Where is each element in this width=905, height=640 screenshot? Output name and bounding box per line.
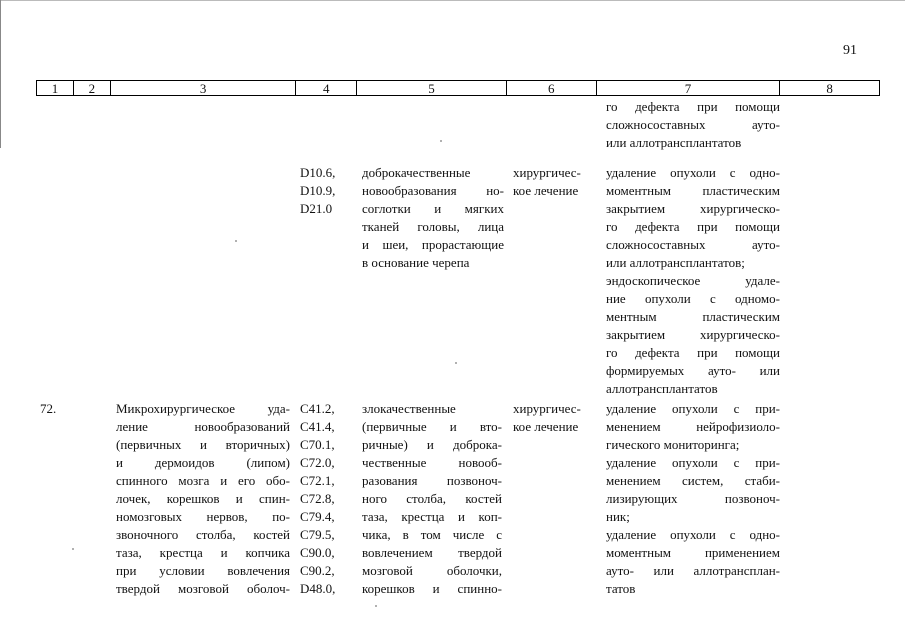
scan-top-edge (0, 0, 905, 1)
text-line: менением систем, стаби- (606, 473, 780, 488)
text-line: аллотрансплантатов (606, 381, 718, 396)
text-line: ного столба, костей (362, 491, 502, 506)
text-line: закрытием хирургическо- (606, 201, 780, 216)
text-line: го дефекта при помощи (606, 219, 780, 234)
icd-code: C79.5, (300, 527, 335, 542)
continued-method-cell (606, 98, 780, 152)
header-col-6: 6 (507, 81, 597, 95)
header-col-3: 3 (111, 81, 297, 95)
text-line: чественные новооб- (362, 455, 502, 470)
icd-codes-cell (300, 164, 350, 218)
diagnosis-cell (362, 164, 504, 272)
header-col-2: 2 (74, 81, 111, 95)
text-line: ление новообразований (116, 419, 290, 434)
header-col-8: 8 (826, 81, 833, 96)
text-line: спинного мозга и его обо- (116, 473, 290, 488)
text-line: го дефекта при помощи (606, 99, 780, 114)
icd-code: C41.2, (300, 401, 335, 416)
procedure-name-cell (116, 400, 290, 598)
text-line: удаление опухоли с одно- (606, 527, 780, 542)
text-line: новообразования но- (362, 183, 504, 198)
header-col-5: 5 (357, 81, 507, 95)
text-line: или аллотрансплантатов (606, 135, 742, 150)
diagnosis-cell (362, 400, 502, 598)
text-line: таза, крестца и копчика (116, 545, 290, 560)
row-number: 72. (40, 401, 57, 416)
text-line: менением нейрофизиоло- (606, 419, 780, 434)
text-line: татов (606, 581, 636, 596)
text-line: или аллотрансплантатов; (606, 255, 745, 270)
text-line: лочек, корешков и спин- (116, 491, 290, 506)
icd-code: C90.2, (300, 563, 335, 578)
scan-speck (455, 362, 457, 364)
text-line: удаление опухоли с одно- (606, 165, 780, 180)
text-line: хирургичес- (513, 165, 581, 180)
text-line: разования позвоноч- (362, 473, 502, 488)
scan-speck (72, 548, 74, 550)
text-line: сложносоставных ауто- (606, 237, 780, 252)
text-line: (первичных и вторичных) (116, 437, 290, 452)
text-line: при условии вовлечения (116, 563, 290, 578)
icd-code: D10.6, (300, 165, 336, 180)
text-line: тканей головы, лица (362, 219, 504, 234)
text-line: мозговой оболочки, (362, 563, 502, 578)
scan-left-edge (0, 0, 1, 148)
text-line: и дермоидов (липом) (116, 455, 290, 470)
icd-code: C90.0, (300, 545, 335, 560)
text-line: (первичные и вто- (362, 419, 502, 434)
icd-codes-cell (300, 400, 350, 598)
row-number-cell (40, 400, 70, 418)
text-line: гического мониторинга; (606, 437, 740, 452)
text-line: го дефекта при помощи (606, 345, 780, 360)
icd-code: D21.0 (300, 201, 333, 216)
text-line: моментным применением (606, 545, 780, 560)
text-line: вовлечением твердой (362, 545, 502, 560)
text-line: корешков и спинно- (362, 581, 502, 596)
icd-code: C70.1, (300, 437, 335, 452)
text-line: доброкачественные (362, 165, 471, 180)
text-line: соглотки и мягких (362, 201, 504, 216)
icd-code: C72.8, (300, 491, 335, 506)
scan-speck (375, 605, 377, 607)
text-line: кое лечение (513, 183, 579, 198)
text-line: лизирующих позвоноч- (606, 491, 780, 506)
text-line: удаление опухоли с при- (606, 401, 780, 416)
page-number: 91 (843, 43, 857, 58)
text-line: чика, в том числе с (362, 527, 502, 542)
text-line: ричные) и доброка- (362, 437, 502, 452)
icd-code: C72.0, (300, 455, 335, 470)
text-line: злокачественные (362, 401, 456, 416)
text-line: ник; (606, 509, 630, 524)
text-line: таза, крестца и коп- (362, 509, 502, 524)
text-line: эндоскопическое удале- (606, 273, 780, 288)
text-line: номозговых нервов, по- (116, 509, 290, 524)
text-line: кое лечение (513, 419, 579, 434)
text-line: ауто- или аллотрансплан- (606, 563, 780, 578)
scan-speck (235, 240, 237, 242)
treatment-method-cell (606, 164, 780, 398)
icd-code: D10.9, (300, 183, 336, 198)
text-line: хирургичес- (513, 401, 581, 416)
text-line: в основание черепа (362, 255, 470, 270)
treatment-type-cell (513, 164, 599, 200)
icd-code: C79.4, (300, 509, 335, 524)
header-col-7: 7 (597, 81, 781, 95)
text-line: моментным пластическим (606, 183, 780, 198)
text-line: сложносоставных ауто- (606, 117, 780, 132)
text-line: ние опухоли с одномо- (606, 291, 780, 306)
text-line: звоночного столба, костей (116, 527, 290, 542)
text-line: формируемых ауто- или (606, 363, 780, 378)
text-line: Микрохирургическое уда- (116, 401, 290, 416)
icd-code: D48.0, (300, 581, 336, 596)
text-line: ментным пластическим (606, 309, 780, 324)
header-col-4: 4 (296, 81, 357, 95)
header-col-1: 1 (37, 81, 74, 95)
icd-code: C72.1, (300, 473, 335, 488)
scan-speck (440, 140, 442, 142)
treatment-method-cell (606, 400, 780, 598)
column-number-header (36, 80, 880, 96)
treatment-type-cell (513, 400, 599, 436)
text-line: и шеи, прорастающие (362, 237, 504, 252)
icd-code: C41.4, (300, 419, 335, 434)
text-line: удаление опухоли с при- (606, 455, 780, 470)
text-line: твердой мозговой оболоч- (116, 581, 290, 596)
text-line: закрытием хирургическо- (606, 327, 780, 342)
